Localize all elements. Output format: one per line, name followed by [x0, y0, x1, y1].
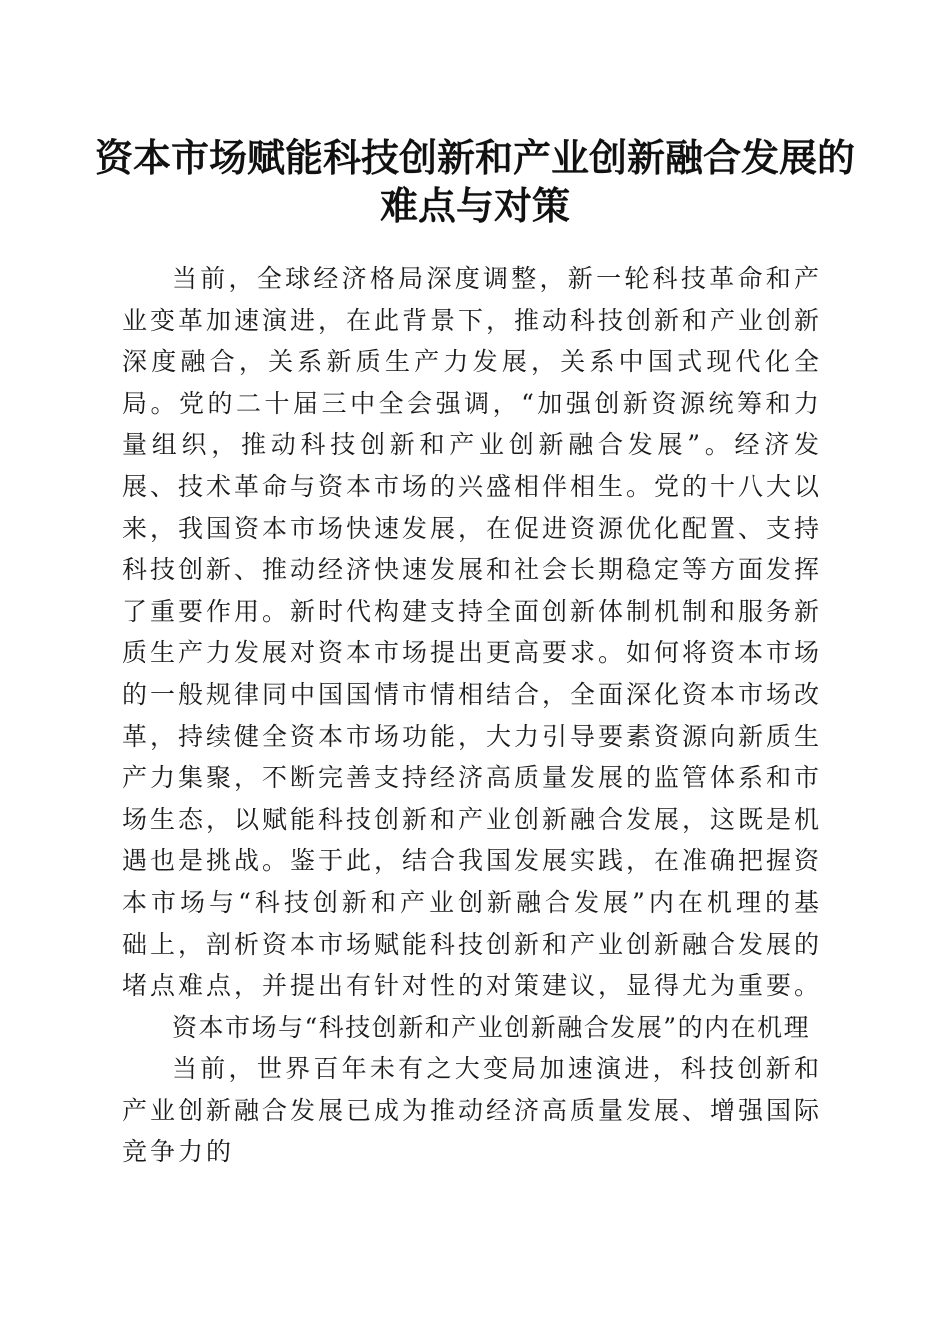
- title-line-2: 难点与对策: [379, 183, 570, 228]
- document-title: [60, 134, 890, 230]
- document-body: [122, 258, 822, 1173]
- section-paragraph: 当前，世界百年未有之大变局加速演进，科技创新和产业创新融合发展已成为推动经济高质量发展、增强国际竞争力的: [122, 1054, 823, 1167]
- intro-paragraph: 当前，全球经济格局深度调整，新一轮科技革命和产业变革加速演进，在此背景下，推动科技创新和产业创新深度融合，关系新质生产力发展，关系中国式现代化全局。党的二十届三中全会强调，“加强创新资源统筹和力量组织，推动科技创新和产业创新融合发展”。经济发展、技术革命与资本市场的兴盛相伴相生。党的十八大以来，我国资本市场快速发展，在促进资源优化配置、支持科技创新、推动经济快速发展和社会长期稳定等方面发挥了重要作用。新时代构建支持全面创新体制机制和服务新质生产力发展对资本市场提出更高要求。如何将资本市场的一般规律同中国国情市情相结合，全面深化资本市场改革，持续健全资本市场功能，大力引导要素资源向新质生产力集聚，不断完善支持经济高质量发展的监管体系和市场生态，以赋能科技创新和产业创新融合发展，这既是机遇也是挑战。鉴于此，结合我国发展实践，在准确把握资本市场与“科技创新和产业创新融合发展”内在机理的基础上，剖析资本市场赋能科技创新和产业创新融合发展的堵点难点，并提出有针对性的对策建议，显得尤为重要。: [122, 264, 823, 1001]
- title-line-1: 资本市场赋能科技创新和产业创新融合发展的: [94, 135, 855, 180]
- section-heading: 资本市场与“科技创新和产业创新融合发展”的内在机理: [172, 1012, 811, 1042]
